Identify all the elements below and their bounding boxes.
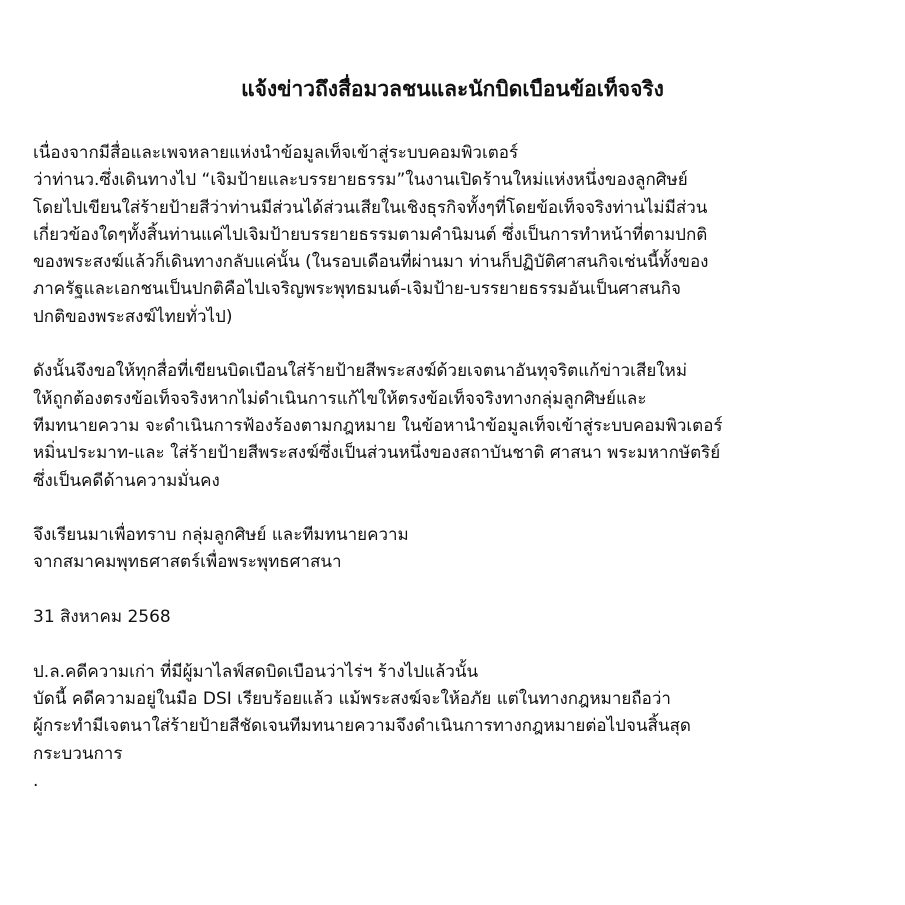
paragraph-signature: [33, 522, 893, 577]
body-line: ดังนั้นจึงขอให้ทุกสื่อที่เขียนบิดเบือนใส่ร้ายป้ายสีพระสงฆ์ด้วยเจตนาอันทุจริตแก้ข่าวเสียใหม่: [33, 361, 688, 382]
body-line: ให้ถูกต้องตรงข้อเท็จจริงหากไม่ดำเนินการแก้ไขให้ตรงข้อเท็จจริงทางกลุ่มลูกศิษย์และ: [33, 388, 647, 409]
paragraph-clarification: [33, 140, 893, 331]
body-line: เนื่องจากมีสื่อและเพจหลายแห่งนำข้อมูลเท็จเข้าสู่ระบบคอมพิวเตอร์: [33, 143, 519, 163]
body-line: โดยไปเขียนใส่ร้ายป้ายสีว่าท่านมีส่วนได้ส่วนเสียในเชิงธุรกิจทั้งๆที่โดยข้อเท็จจริงท่านไม่มีส่วน: [33, 197, 708, 218]
postscript-line: .: [33, 770, 39, 791]
paragraph-date: [33, 604, 893, 631]
postscript-line: ผู้กระทำมีเจตนาใส่ร้ายป้ายสีชัดเจนทีมทนายความจึงดำเนินการทางกฎหมายต่อไปจนสิ้นสุด: [33, 716, 691, 737]
body-line: ภาครัฐและเอกชนเป็นปกติคือไปเจริญพระพุทธมนต์-เจิมป้าย-บรรยายธรรมอันเป็นศาสนกิจ: [33, 279, 681, 300]
body-line: ปกติของพระสงฆ์ไทยทั่วไป): [33, 306, 233, 327]
postscript-line: ป.ล.คดีความเก่า ที่มีผู้มาไลฟ์สดบิดเบือนว่าไร่ฯ ร้างไปแล้วนั้น: [33, 661, 479, 682]
signature-line: จึงเรียนมาเพื่อทราบ กลุ่มลูกศิษย์ และทีมทนายความ: [33, 525, 409, 546]
announcement-body: [33, 140, 893, 822]
announcement-title: แจ้งข่าวถึงสื่อมวลชนและนักบิดเบือนข้อเท็จจริง: [241, 77, 664, 101]
paragraph-demand: [33, 358, 893, 494]
date-line: 31 สิงหาคม 2568: [33, 607, 171, 628]
postscript-line: บัดนี้ คดีความอยู่ในมือ DSI เรียบร้อยแล้ว แม้พระสงฆ์จะให้อภัย แต่ในทางกฎหมายถือว่า: [33, 688, 671, 709]
signature-line: จากสมาคมพุทธศาสตร์เพื่อพระพุทธศาสนา: [33, 552, 342, 573]
body-line: ทีมทนายความ จะดำเนินการฟ้องร้องตามกฎหมาย ในข้อหานำข้อมูลเท็จเข้าสู่ระบบคอมพิวเตอร์: [33, 415, 723, 436]
body-line: ของพระสงฆ์แล้วก็เดินทางกลับแค่นั้น (ในรอบเดือนที่ผ่านมา ท่านก็ปฏิบัติศาสนกิจเช่นนี้ทั้งของ: [33, 252, 709, 273]
postscript-line: กระบวนการ: [33, 743, 123, 764]
paragraph-postscript: [33, 659, 893, 795]
body-line: หมิ่นประมาท-และ ใส่ร้ายป้ายสีพระสงฆ์ซึ่งเป็นส่วนหนึ่งของสถาบันชาติ ศาสนา พระมหากษัตริย์: [33, 443, 721, 464]
body-line: ว่าท่านว.ซึ่งเดินทางไป “เจิมป้ายและบรรยายธรรม”ในงานเปิดร้านใหม่แห่งหนึ่งของลูกศิษย์: [33, 170, 688, 191]
body-line: เกี่ยวข้องใดๆทั้งสิ้นท่านแค่ไปเจิมป้ายบรรยายธรรมตามคำนิมนต์ ซึ่งเป็นการทำหน้าที่ตามปกติ: [33, 224, 708, 245]
body-line: ซึ่งเป็นคดีด้านความมั่นคง: [33, 470, 220, 491]
